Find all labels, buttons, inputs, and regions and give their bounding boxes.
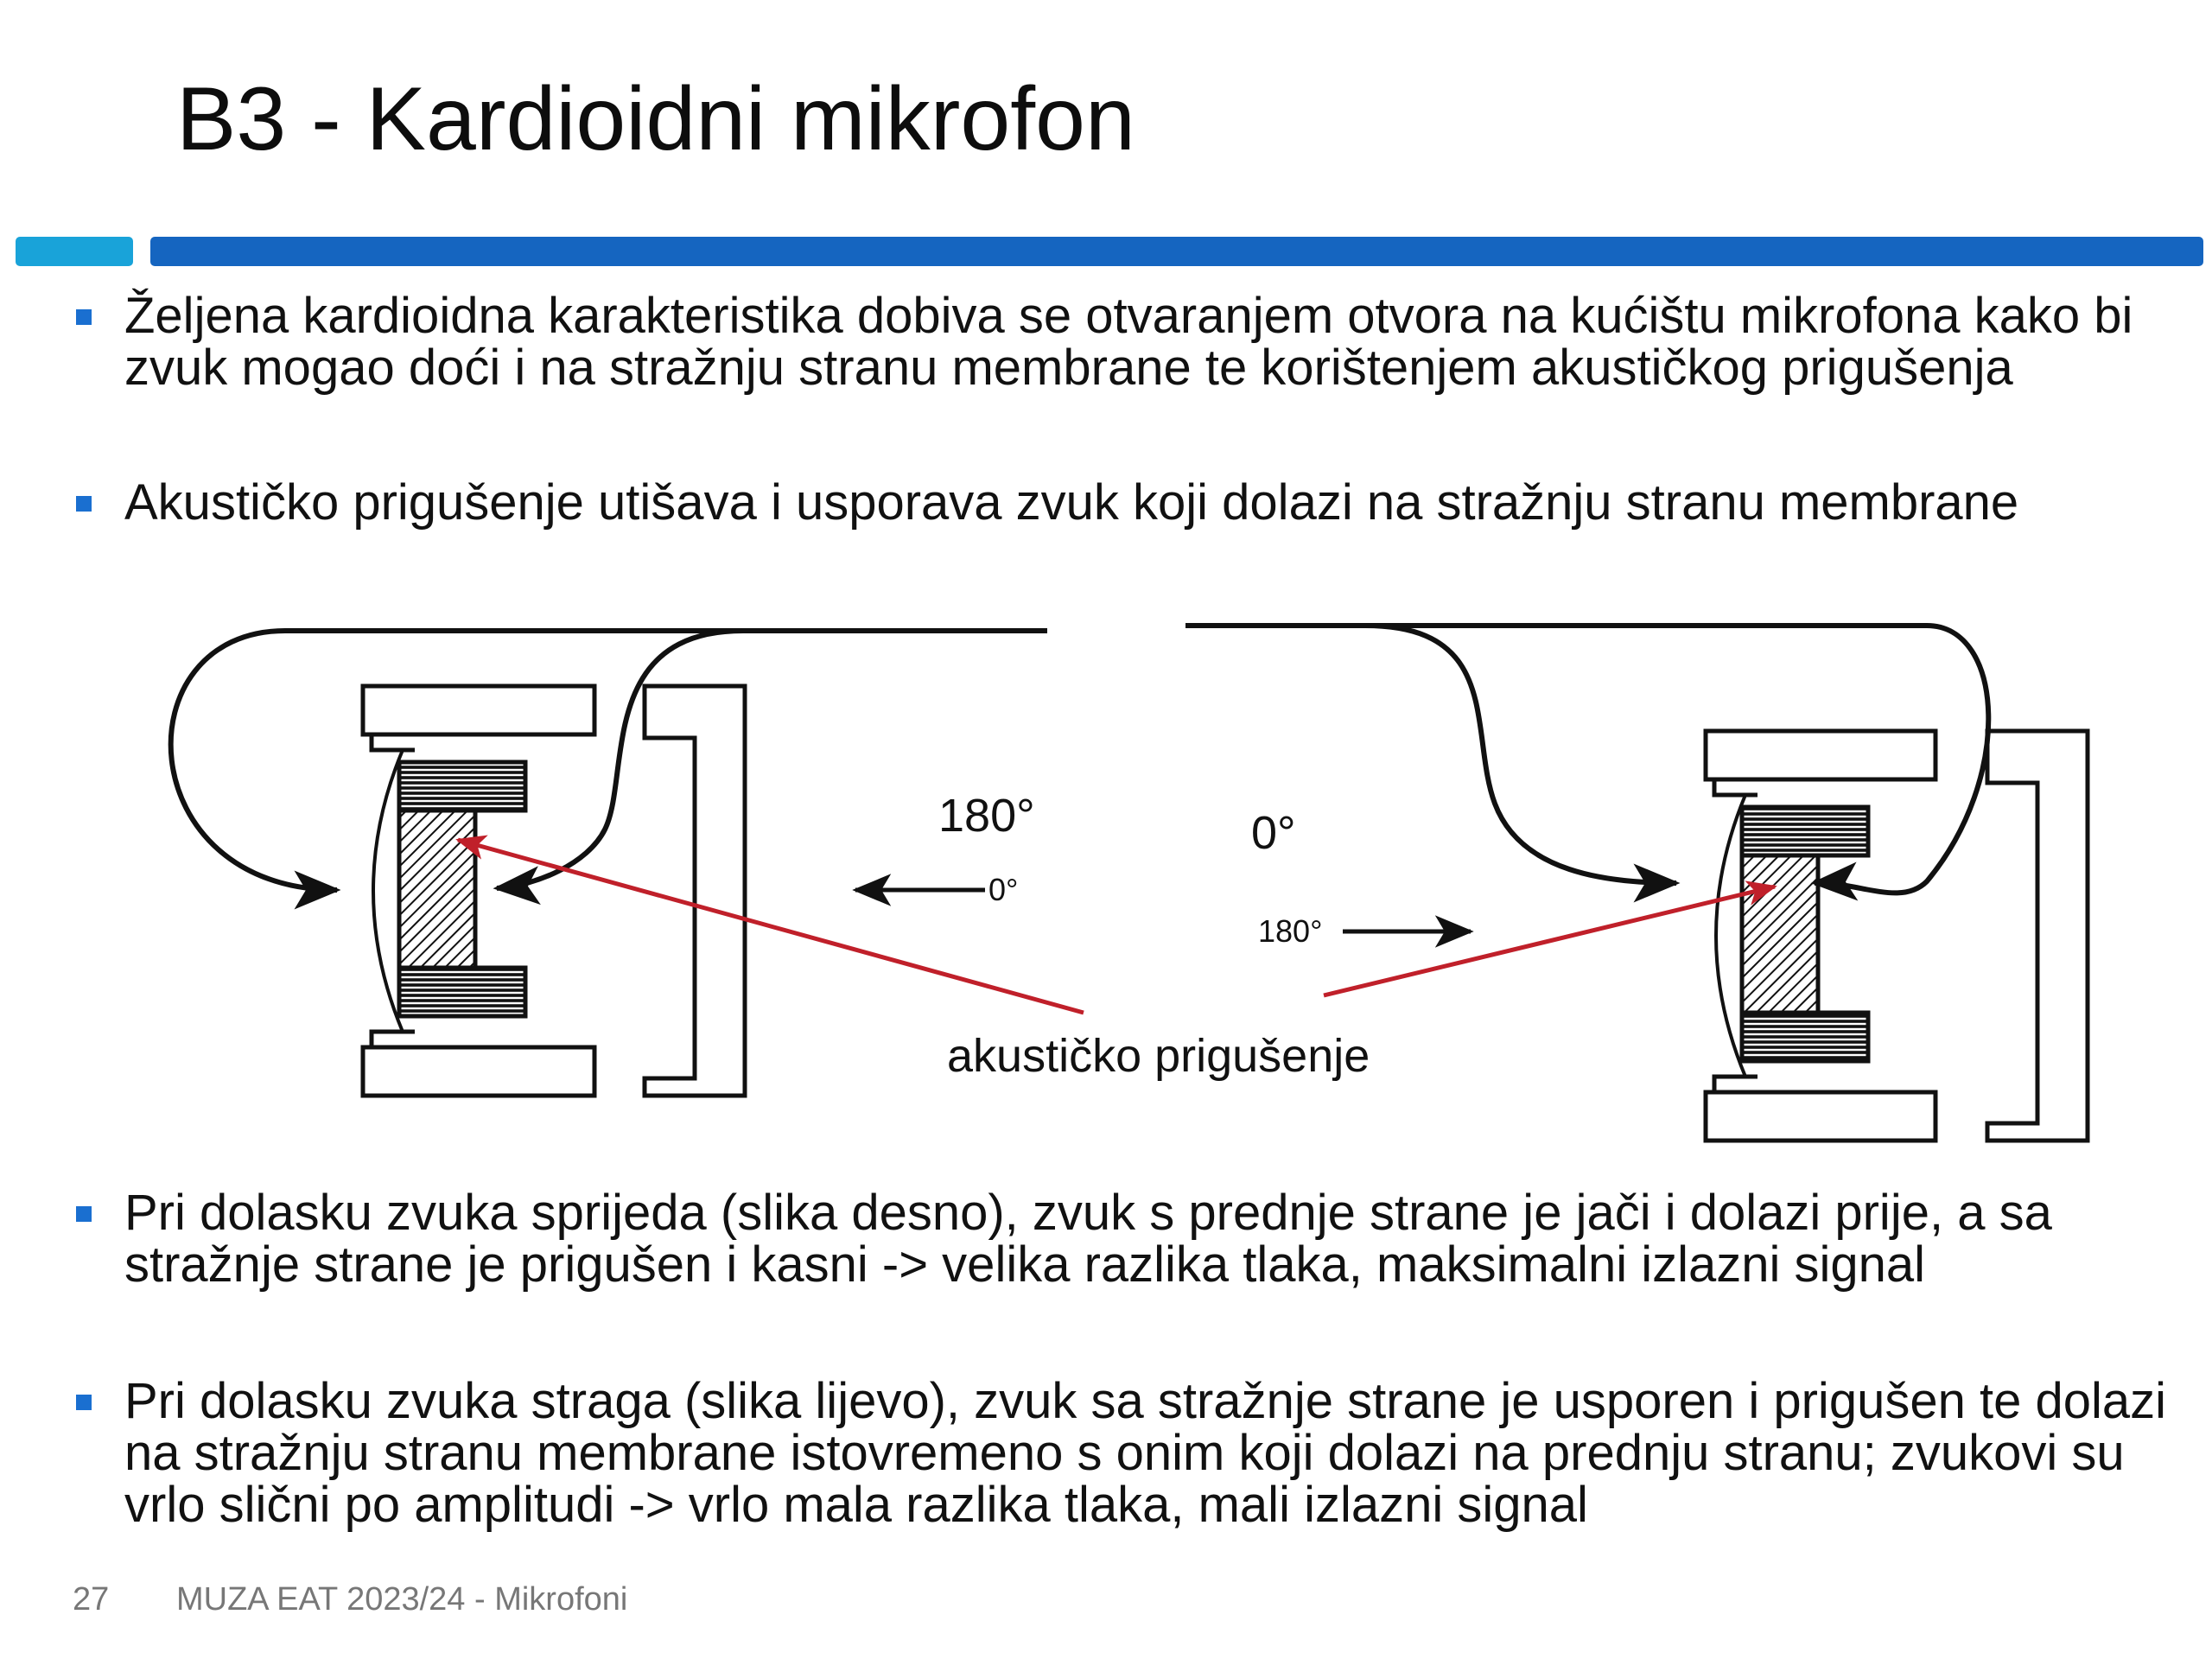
right-angle-small-label: 180°	[1258, 913, 1323, 949]
bullet-item: Pri dolasku zvuka straga (slika lijevo), zvuk sa stražnje strane je usporen i prigušen te dolazi na stražnju stranu membrane istovremeno s onim koji dolazi na prednju stranu; zvukovi su vrlo slični po amplitudi -> vrlo mala razlika tlaka, mali izlazni signal	[124, 1376, 2181, 1531]
right-microphone	[1706, 731, 2088, 1141]
left-angle-small-label: 0°	[988, 872, 1019, 907]
bullet-item: Željena kardioidna karakteristika dobiva se otvaranjem otvora na kućištu mikrofona kako bi zvuk mogao doći i na stražnju stranu membrane te korištenjem akustičkog prigušenja	[124, 290, 2181, 394]
left-direction-arrow	[855, 872, 1018, 907]
page-number: 27	[73, 1581, 110, 1618]
right-direction-arrow	[1258, 913, 1471, 949]
left-microphone	[363, 686, 745, 1096]
footer-course: MUZA EAT 2023/24 - Mikrofoni	[176, 1581, 628, 1618]
title-accent-bar	[150, 237, 2203, 266]
damping-label: akustičko prigušenje	[947, 1030, 1370, 1082]
title-accent-bar-small	[16, 237, 133, 266]
right-angle-big-label: 0°	[1251, 807, 1296, 859]
slide-title: B3 - Kardioidni mikrofon	[176, 69, 1135, 169]
bullet-item: Akustičko prigušenje utišava i usporava zvuk koji dolazi na stražnju stranu membrane	[124, 477, 2181, 529]
left-sound-paths	[171, 631, 1047, 890]
bullet-item: Pri dolasku zvuka sprijeda (slika desno), zvuk s prednje strane je jači i dolazi prije, a sa stražnje strane je prigušen i kasni -> velika razlika tlaka, maksimalni izlazni signal	[124, 1187, 2181, 1291]
damping-pointers	[458, 840, 1775, 1013]
left-angle-big-label: 180°	[938, 790, 1035, 842]
cardioid-microphone-diagram	[0, 605, 2212, 1158]
